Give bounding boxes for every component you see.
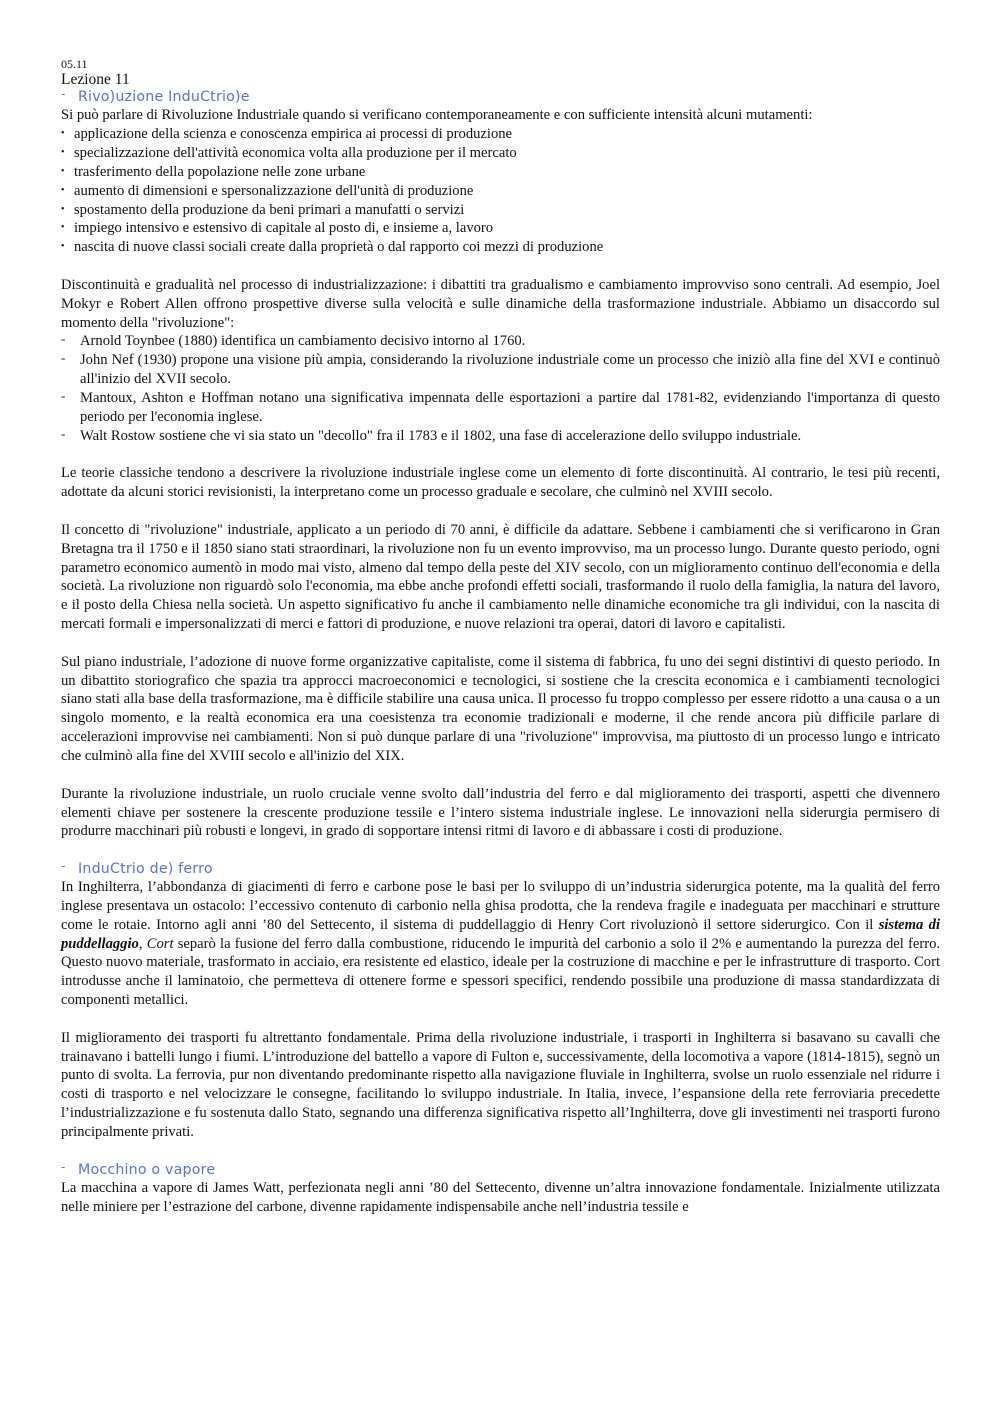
paragraph-discontinuita: Discontinuità e gradualità nel processo di industrializzazione: i dibattiti tra gradualismo e cambiamento improvviso sono centrali. Ad esempio, Joel Mokyr e Robert Allen offrono prospettive diverse sulla velocità e sulle dinamiche della trasformazione industriale. Abbiamo un disaccordo sul momento della "rivoluzione":	[61, 276, 940, 331]
historians-dash-list	[61, 332, 940, 445]
list-item: • impiego intensivo e estensivo di capitale al posto di, e insieme a, lavoro	[61, 219, 940, 238]
dash-icon: -	[61, 388, 66, 404]
emphasis-cort: Cort	[146, 935, 174, 952]
heading-dash-icon: -	[61, 87, 66, 101]
paragraph-siderurgia: In Inghilterra, l’abbondanza di giacimenti di ferro e carbone pose le basi per lo sviluppo di un’industria siderurgica potente, ma la qualità del ferro inglese presentava un ostacolo: l’eccessivo contenuto di carbonio nella ghisa prodotta, che la rendeva fragile e inadeguata per macchinari e strutture come le rotaie. Intorno agli anni ’80 del Settecento, il sistema di puddellaggio di Henry Cort rivoluzionò il settore siderurgico. Con il sistema di puddellaggio, Cort separò la fusione del ferro dalla combustione, riducendo le impurità del carbonio a solo il 2% e aumentando la purezza del ferro. Questo nuovo materiale, trasformato in acciaio, era resistente ed elastico, ideale per la costruzione di macchine e per le infrastrutture di trasporto. Cort introdusse anche il laminatoio, che permetteva di ottenere forme e spessori specifici, rendendo possibile una produzione di massa standardizzata di componenti metallici.	[61, 878, 941, 1009]
list-item: • specializzazione dell'attività economica volta alla produzione per il mercato	[61, 144, 940, 163]
list-item: • trasferimento della popolazione nelle zone urbane	[61, 163, 940, 182]
intro-paragraph: Si può parlare di Rivoluzione Industriale quando si verificano contemporaneamente e con sufficiente intensità alcuni mutamenti:	[61, 107, 813, 123]
dash-icon: -	[61, 426, 66, 441]
paragraph-concetto-rivoluzione: Il concetto di "rivoluzione" industriale, applicato a un periodo di 70 anni, è difficile da adattare. Sebbene i cambiamenti che si verificarono in Gran Bretagna tra il 1750 e il 1850 siano stati straordinari, la rivoluzione non fu un evento improvviso, ma un processo lungo. Durante questo periodo, ogni parametro economico aumentò in modo mai visto, almeno dal tempo della peste del XIV secolo, con un miglioramento continuo dell'economia e della società. La rivoluzione non riguardò solo l'economia, ma ebbe anche profondi effetti sociali, trasformando il ruolo della famiglia, la natura del lavoro, e il posto della Chiesa nella società. Un aspetto significativo fu anche il cambiamento nelle dinamiche economiche tra gli individui, con la nascita di mercati formali e impersonalizzati di merci e fattori di produzione, e nuove relazioni tra operai, datori di lavoro e capitalisti.	[61, 521, 940, 633]
list-item: - Arnold Toynbee (1880) identifica un cambiamento decisivo intorno al 1760.	[61, 331, 526, 350]
paragraph-trasporti: Il miglioramento dei trasporti fu altrettanto fondamentale. Prima della rivoluzione industriale, i trasporti in Inghilterra si basavano su cavalli che trainavano i battelli lungo i fiumi. L’introduzione del battello a vapore di Fulton e, successivamente, della locomotiva a vapore (1814-1815), segnò un punto di svolta. La ferrovia, pur non diventando predominante rispetto alla navigazione fluviale in Inghilterra, svolse un ruolo essenziale nel ridurre i costi di trasporto e nel velocizzare le consegne, facilitando lo sviluppo industriale. In Italia, invece, l’espansione della rete ferroviaria precedette l’industrializzazione e fu sostenuta dallo Stato, segnando una differenza significativa rispetto all’Inghilterra, dove gli investimenti nei trasporti furono principalmente privati.	[61, 1029, 940, 1141]
section-heading-ferro: - InduCtrio de) ferro	[61, 858, 213, 877]
dash-icon: -	[61, 350, 66, 366]
paragraph-teorie-classiche: Le teorie classiche tendono a descrivere la rivoluzione industriale inglese come un elemento di forte discontinuità. Al contrario, le tesi più recenti, adottate da alcuni storici revisionisti, la interpretano come un processo graduale e secolare, che culminò nel XVIII secolo.	[61, 465, 940, 501]
heading-dash-icon: -	[61, 858, 66, 873]
list-item: • aumento di dimensioni e spersonalizzazione dell'unità di produzione	[61, 182, 940, 201]
list-item: - Walt Rostow sostiene che vi sia stato un "decollo" fra il 1783 e il 1802, una fase di accelerazione dello sviluppo industriale.	[61, 426, 802, 444]
emphasis-puddellaggio: sistema di puddellaggio	[61, 916, 940, 952]
dash-icon: -	[61, 331, 66, 347]
heading-dash-icon: -	[61, 1159, 66, 1174]
section-heading-rivoluzione: - Rivo)uzione InduCtrio)e	[61, 87, 250, 105]
lecture-date: 05.11	[61, 57, 88, 71]
paragraph-ferro-trasporti: Durante la rivoluzione industriale, un ruolo cruciale venne svolto dall’industria del ferro e dal miglioramento dei trasporti, aspetti che divennero elementi chiave per sostenere la crescente produzione tessile e l’intero sistema industriale inglese. Le innovazioni nella siderurgia permisero di produrre macchinari più robusti e longevi, in grado di sopportare intensi ritmi di lavoro e di abbassare i costi di produzione.	[61, 785, 940, 840]
paragraph-watt: La macchina a vapore di James Watt, perfezionata negli anni ’80 del Settecento, divenne un’altra innovazione fondamentale. Inizialmente utilizzata nelle miniere per l’estrazione del carbone, divenne rapidamente indispensabile anche nell’industria tessile e	[61, 1179, 940, 1215]
paragraph-piano-industriale: Sul piano industriale, l’adozione di nuove forme organizzative capitaliste, come il sistema di fabbrica, fu uno dei segni distintivi di questo periodo. In un dibattito storiografico che spazia tra approcci macroeconomici e tecnologici, si sostiene che la crescita economica e i cambiamenti tecnologici siano stati alla base della trasformazione, ma è difficile stabilire una causa unica. Il processo fu troppo complesso per essere ridotto a una causa o a un singolo momento, e la realtà economica era una coesistenza tra economie tradizionali e moderne, il che rende ancora più difficile parlare di accelerazioni improvvise nei cambiamenti. Non si può dunque parlare di una "rivoluzione" improvvisa, ma piuttosto di un processo lungo e intricato che culminò alla fine del XVIII secolo e all'inizio del XIX.	[61, 653, 940, 765]
list-item: • spostamento della produzione da beni primari a manufatti o servizi	[61, 201, 940, 220]
list-item: - Mantoux, Ashton e Hoffman notano una significativa impennata delle esportazioni a partire dal 1781-82, evidenziando l'importanza di questo periodo per l'economia inglese.	[61, 388, 940, 426]
lesson-title: Lezione 11	[61, 71, 130, 88]
list-item: • applicazione della scienza e conoscenza empirica ai processi di produzione	[61, 125, 940, 144]
document-page	[61, 58, 940, 1216]
list-item: - John Nef (1930) propone una visione più ampia, considerando la rivoluzione industriale come un processo che iniziò alla fine del XVI e continuò all'inizio del XVII secolo.	[61, 350, 940, 388]
list-item: • nascita di nuove classi sociali create dalla proprietà o dal rapporto coi mezzi di produzione	[61, 238, 940, 257]
section-heading-macchina-vapore: - Mocchino o vapore	[61, 1159, 216, 1178]
changes-bullet-list	[61, 125, 940, 257]
